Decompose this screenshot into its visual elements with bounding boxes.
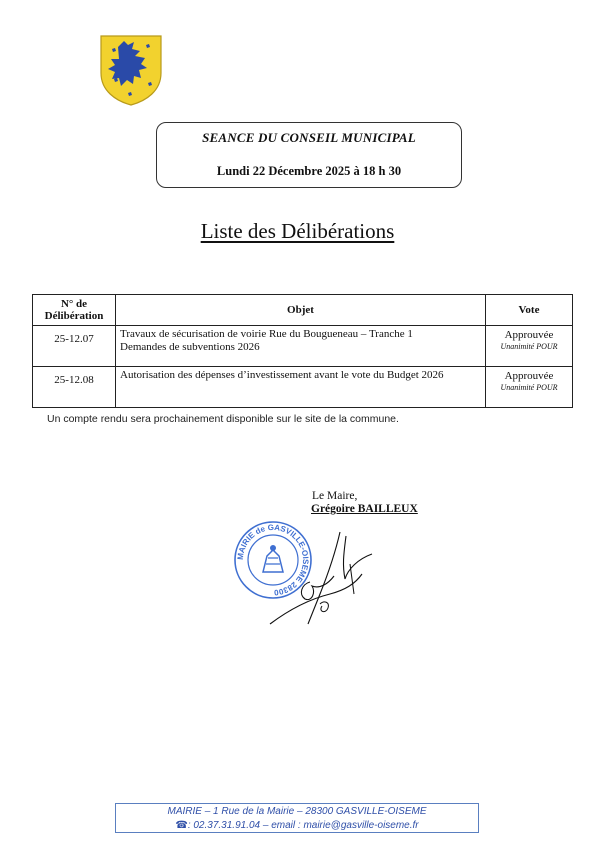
row-object	[116, 367, 486, 408]
row-vote	[486, 326, 573, 367]
deliberations-table	[32, 294, 573, 408]
mayor-name: Grégoire BAILLEUX	[311, 503, 418, 515]
row-number: 25-12.07	[33, 326, 116, 367]
session-date: Lundi 22 Décembre 2025 à 18 h 30	[216, 164, 402, 178]
header-object: Objet	[116, 295, 486, 326]
stamp-text: MAIRIE de GASVILLE-OISEME 28300	[235, 522, 311, 598]
report-note: Un compte rendu sera prochainement disponible sur le site de la commune.	[47, 413, 399, 425]
header-vote: Vote	[486, 295, 573, 326]
vote-detail: Unanimité POUR	[500, 383, 558, 392]
mayor-label: Le Maire,	[312, 490, 358, 502]
coat-of-arms-icon	[98, 33, 164, 107]
row-object-line: Autorisation des dépenses d’investissement avant le vote du Budget 2026	[120, 369, 444, 381]
row-object	[116, 326, 486, 367]
row-object-line: Travaux de sécurisation de voirie Rue du Bougueneau – Tranche 1	[120, 328, 413, 340]
row-object-line: Demandes de subventions 2026	[120, 341, 260, 353]
vote-detail: Unanimité POUR	[500, 342, 558, 351]
session-title: SEANCE DU CONSEIL MUNICIPAL	[202, 130, 416, 145]
list-title: Liste des Délibérations	[200, 219, 395, 243]
footer-contact-line	[116, 820, 478, 831]
row-vote	[486, 367, 573, 408]
phone-icon: ☎	[175, 820, 188, 831]
table-row	[33, 326, 573, 367]
session-header-box	[156, 122, 462, 188]
footer-contact	[115, 803, 479, 833]
vote-result: Approuvée	[504, 370, 554, 382]
signature-icon	[250, 524, 380, 634]
table-header-row	[33, 295, 573, 326]
table-row	[33, 367, 573, 408]
vote-result: Approuvée	[504, 329, 554, 341]
footer-phone-email: : 02.37.31.91.04 – email : mairie@gasville-oiseme.fr	[187, 820, 419, 831]
row-number: 25-12.08	[33, 367, 116, 408]
header-number: N° de Délibération	[33, 295, 116, 326]
footer-address: MAIRIE – 1 Rue de la Mairie – 28300 GASVILLE-OISEME	[167, 806, 427, 817]
